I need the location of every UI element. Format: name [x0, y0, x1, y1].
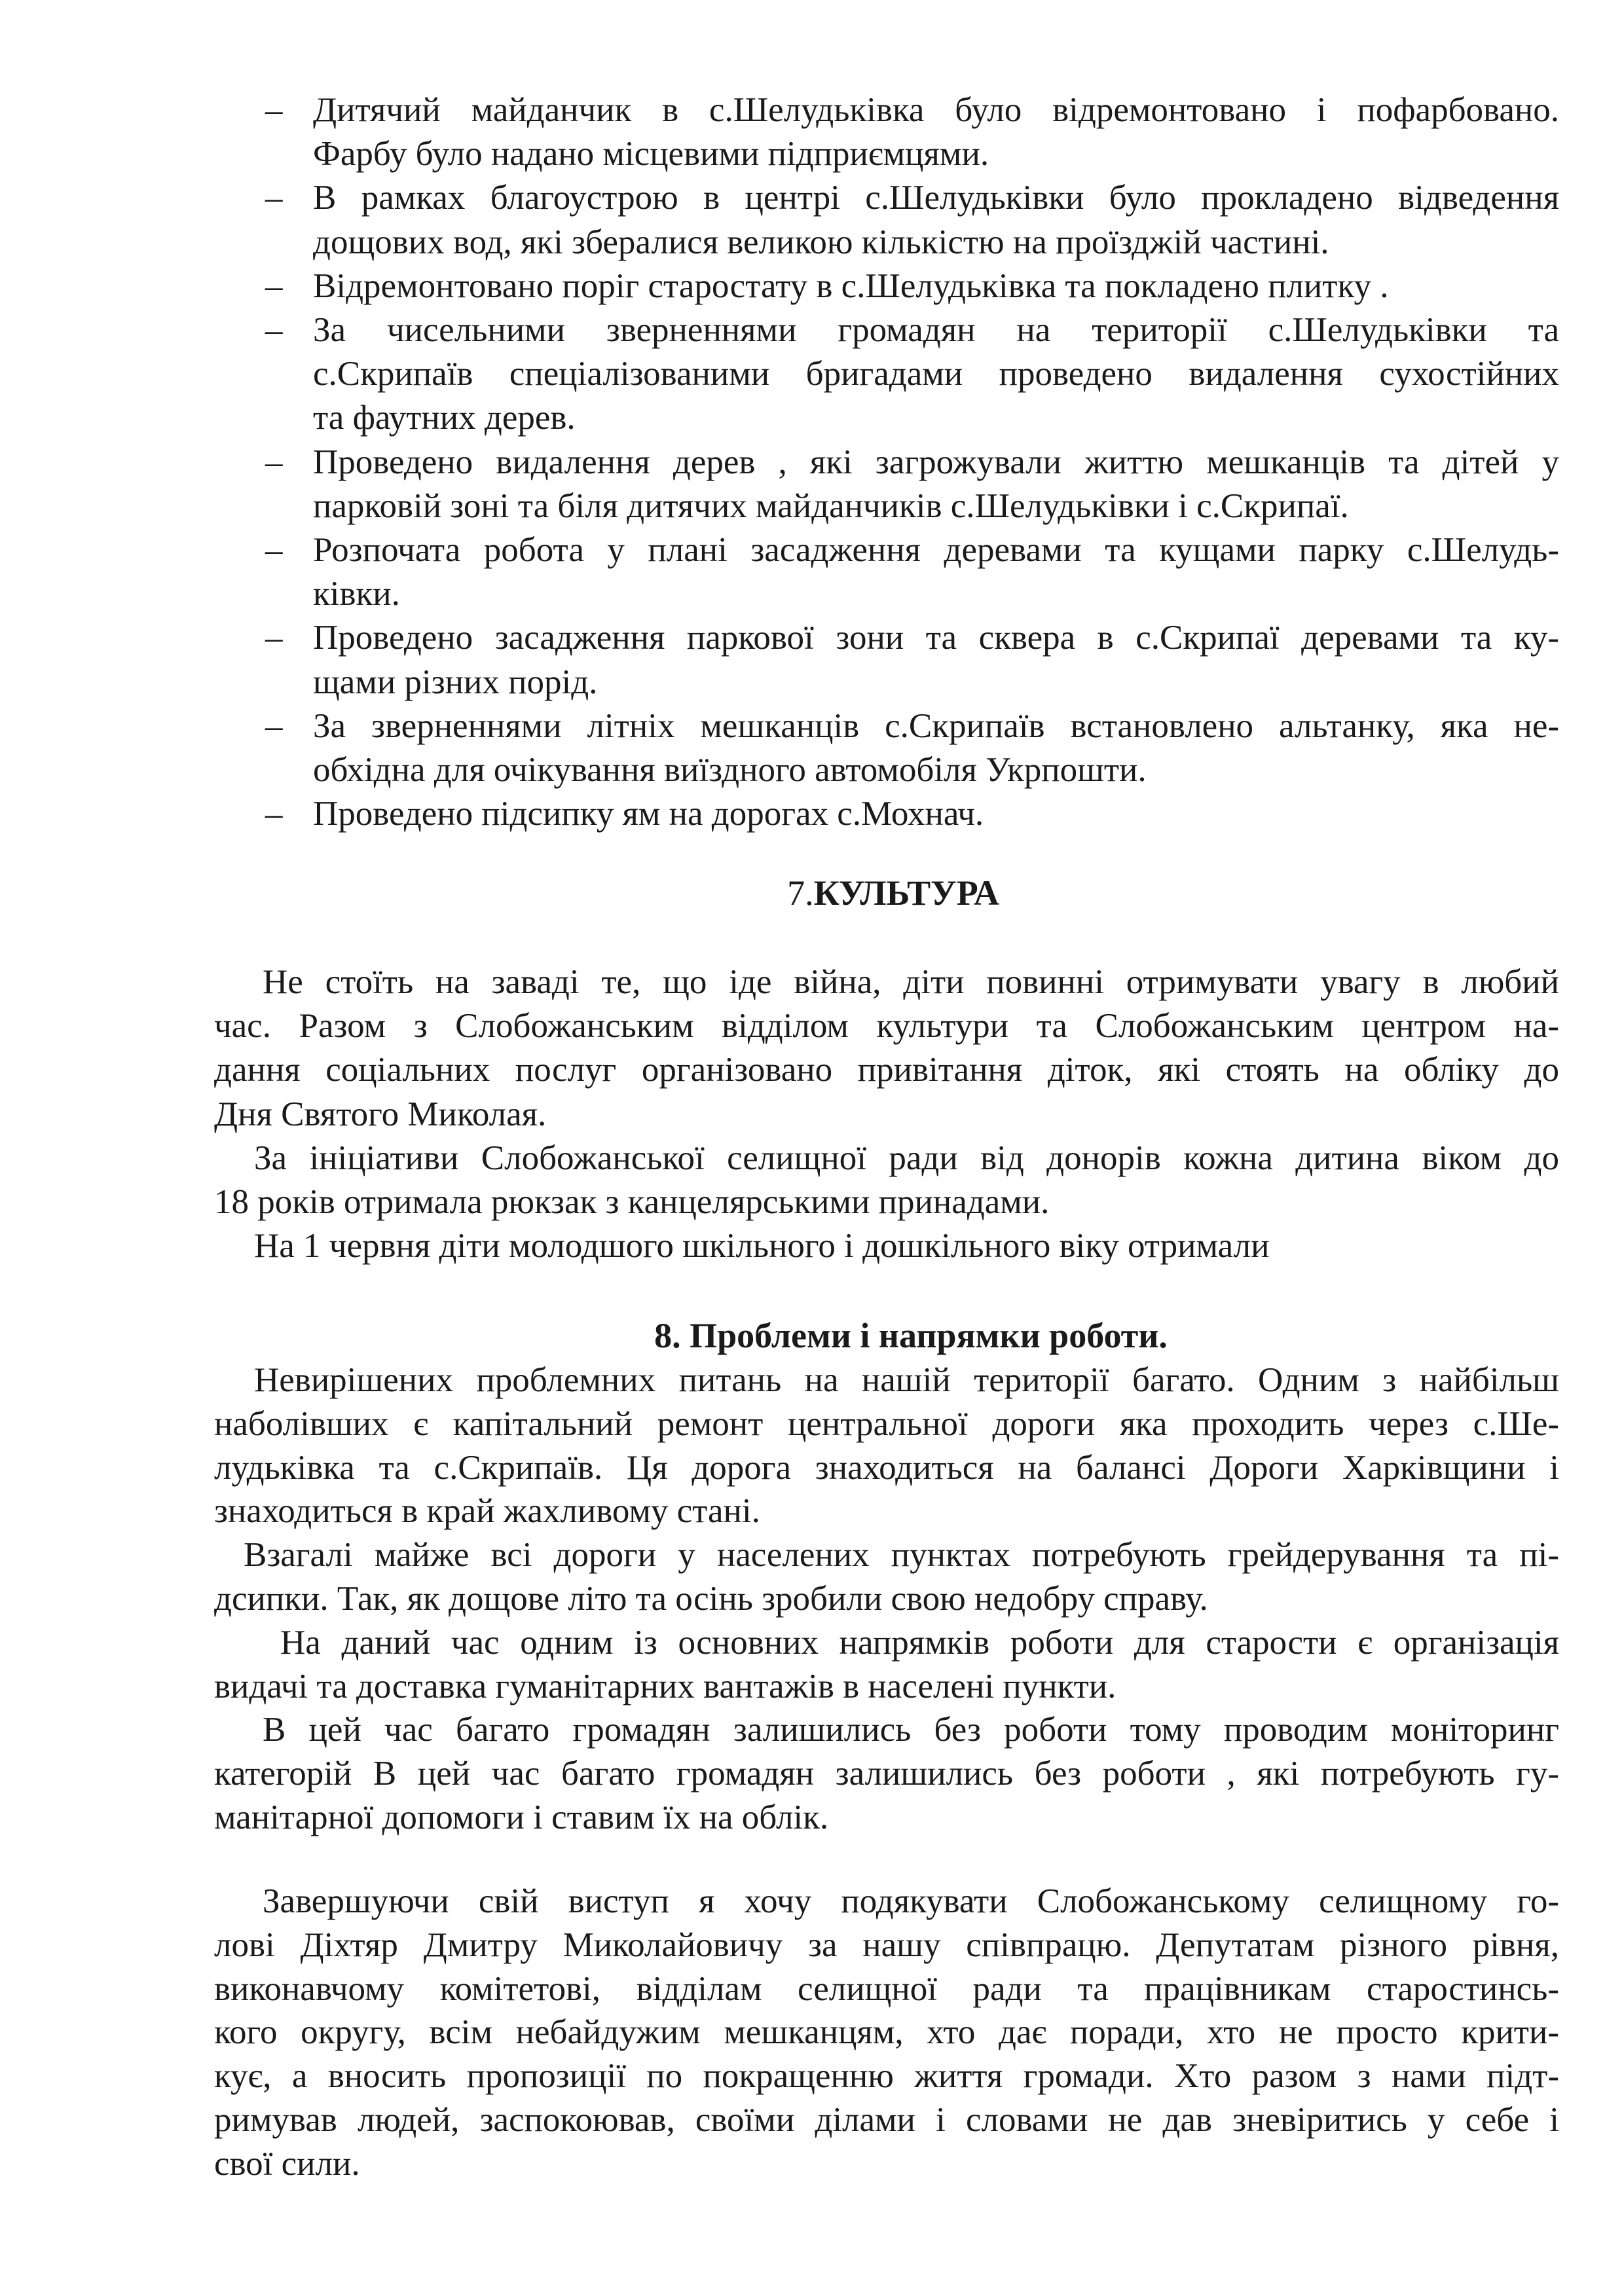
list-item-line: За зверненнями літніх мешканців с.Скрипаїв встановлено альтанку, яка не-	[313, 706, 1559, 745]
closing-paragraph-line: кує, а вносить пропозиції по покращенню життя громади. Хто разом з нами підт-	[214, 2057, 1559, 2096]
paragraph-line: Невирішених проблемних питань на нашій території багато. Одним з найбільш	[254, 1361, 1559, 1399]
paragraph-line: дсипки. Так, як дощове літо та осінь зробили свою недобру справу.	[214, 1580, 1208, 1618]
paragraph-line: Дня Святого Миколая.	[214, 1095, 547, 1133]
list-item-line: щами різних порід.	[313, 663, 598, 701]
closing-paragraph-line: Завершуючи свій виступ я хочу подякувати Слобожанському селищному го-	[263, 1882, 1559, 1920]
list-bullet-dash: –	[265, 91, 283, 129]
closing-paragraph-line: свої сили.	[214, 2144, 360, 2183]
list-bullet-dash: –	[265, 266, 283, 305]
list-item-line: За чисельними зверненнями громадян на території с.Шелудьківки та	[313, 311, 1559, 349]
section-7-heading	[787, 870, 999, 916]
paragraph-line: дання соціальних послуг організовано привітання діток, які стоять на обліку до	[214, 1051, 1559, 1089]
list-item-line: та фаутних дерев.	[313, 399, 576, 437]
list-bullet-dash: –	[265, 179, 283, 217]
list-item-line: Проведено підсипку ям на дорогах с.Мохнач.	[313, 795, 984, 833]
list-item-line: Відремонтовано поріг старостату в с.Шелудьківка та покладено плитку .	[313, 266, 1389, 305]
paragraph-line: видачі та доставка гуманітарних вантажів в населені пункти.	[214, 1667, 1116, 1705]
list-bullet-dash: –	[265, 619, 283, 657]
list-item-line: дощових вод, які збералися великою кількістю на проїзджій частині.	[313, 223, 1329, 261]
closing-paragraph-line: кого округу, всім небайдужим мешканцям, хто дає поради, хто не просто крити-	[214, 2013, 1559, 2052]
paragraph-line: Не стоїть на заваді те, що іде війна, діти повинні отримувати увагу в любий	[263, 963, 1559, 1001]
list-item-line: с.Скрипаїв спеціалізованими бригадами проведено видалення сухостійних	[313, 355, 1559, 393]
paragraph-line: За ініціативи Слобожанської селищної ради від донорів кожна дитина віком до	[254, 1139, 1559, 1177]
paragraph-line: наболівших є капітальний ремонт центральної дороги яка проходить через с.Ше-	[214, 1404, 1559, 1443]
list-bullet-dash: –	[265, 311, 283, 349]
paragraph-line: манітарної допомоги і ставим їх на облік.	[214, 1798, 829, 1836]
list-item-line: обхідна для очікування виїздного автомобіля Укрпошти.	[313, 751, 1147, 789]
list-item-line: парковій зоні та біля дитячих майданчиків с.Шелудьківки і с.Скрипаї.	[313, 486, 1349, 525]
closing-paragraph-line: виконавчому комітетові, відділам селищної ради та працівникам старостинсь-	[214, 1969, 1559, 2008]
paragraph-line: 18 років отримала рюкзак з канцелярськими принадами.	[214, 1183, 1050, 1221]
paragraph-line: В цей час багато громадян залишились без роботи тому проводим моніторинг	[263, 1711, 1559, 1749]
closing-paragraph-line: лові Діхтяр Дмитру Миколайовичу за нашу співпрацю. Депутатам різного рівня,	[214, 1925, 1559, 1964]
section-7-number: 7.	[787, 873, 814, 913]
list-bullet-dash: –	[265, 443, 283, 481]
section-7-title: КУЛЬТУРА	[813, 873, 999, 913]
paragraph-line: На даний час одним із основних напрямків роботи для старости є організація	[280, 1623, 1559, 1662]
paragraph-line: лудьківка та с.Скрипаїв. Ця дорога знаходиться на балансі Дороги Харківщини і	[214, 1448, 1559, 1487]
list-item-line: Дитячий майданчик в с.Шелудьківка було відремонтовано і пофарбовано.	[313, 91, 1559, 129]
paragraph-line: Взагалі майже всі дороги у населених пунктах потребують грейдерування та пі-	[244, 1536, 1559, 1575]
list-bullet-dash: –	[265, 795, 283, 833]
list-bullet-dash: –	[265, 706, 283, 745]
paragraph-line: час. Разом з Слобожанським відділом культури та Слобожанським центром на-	[214, 1007, 1559, 1046]
list-item-line: ківки.	[313, 575, 400, 613]
list-item-line: Проведено видалення дерев , які загрожували життю мешканців та дітей у	[313, 443, 1559, 481]
list-item-line: Фарбу було надано місцевими підприємцями.	[313, 135, 989, 173]
paragraph-line: На 1 червня діти молодшого шкільного і дошкільного віку отримали	[254, 1227, 1270, 1266]
closing-paragraph-line: римував людей, заспокоював, своїми ділами і словами не дав зневіритись у себе і	[214, 2101, 1559, 2139]
paragraph-line: категорій В цей час багато громадян залишились без роботи , які потребують гу-	[214, 1755, 1559, 1793]
paragraph-line: знаходиться в край жахливому стані.	[214, 1492, 760, 1531]
list-bullet-dash: –	[265, 531, 283, 569]
section-8-heading: 8. Проблеми і напрямки роботи.	[654, 1316, 1168, 1355]
list-item-line: В рамках благоустрою в центрі с.Шелудьківки було прокладено відведення	[313, 179, 1559, 217]
list-item-line: Проведено засадження паркової зони та сквера в с.Скрипаї деревами та ку-	[313, 619, 1559, 657]
list-item-line: Розпочата робота у плані засадження деревами та кущами парку с.Шелудь-	[313, 531, 1559, 569]
